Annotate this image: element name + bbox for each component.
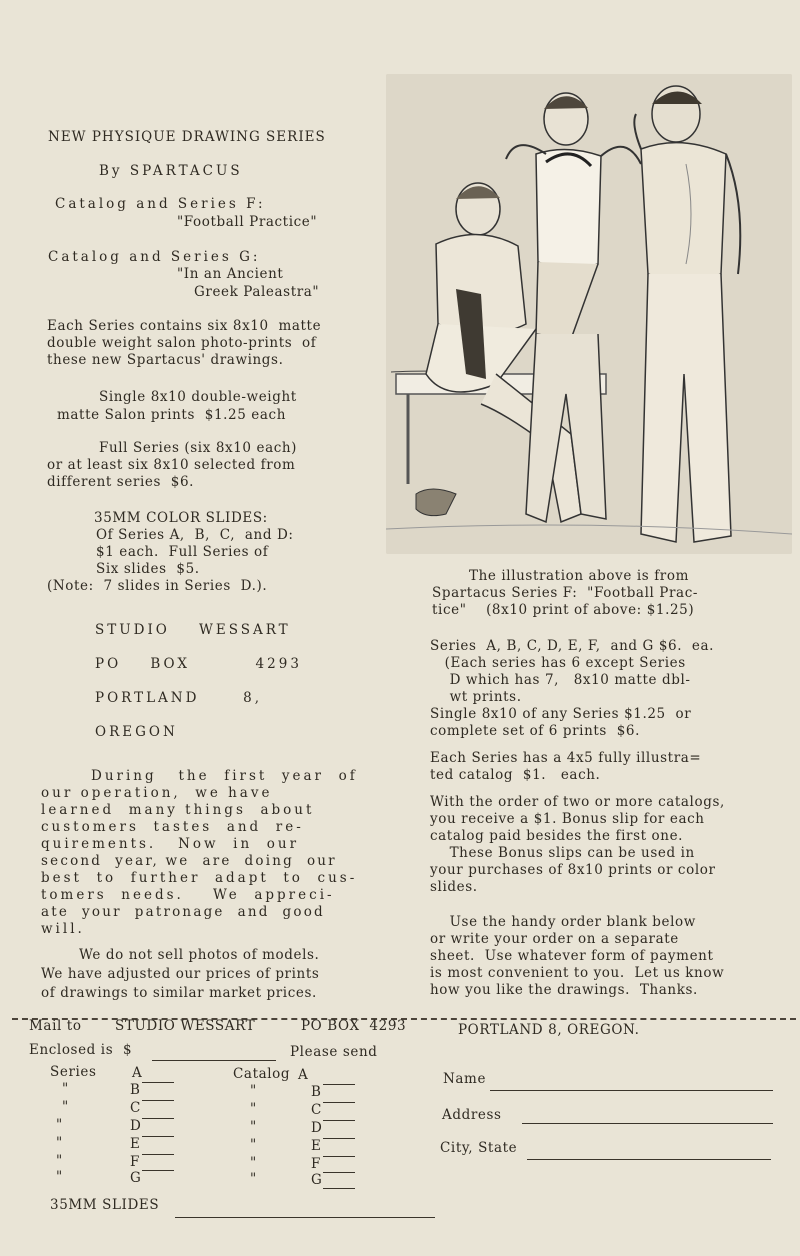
order-note-line: or write your order on a separate — [430, 931, 679, 947]
series-e-field[interactable] — [142, 1136, 174, 1137]
single-print-line: Single 8x10 double-weight — [99, 389, 297, 405]
first-year-line: second year, we are doing our — [41, 853, 337, 869]
enclosed-label: Enclosed is $ — [29, 1042, 133, 1058]
order-studio: STUDIO WESSART — [115, 1018, 256, 1034]
order-box: PO BOX 4293 — [301, 1018, 407, 1034]
ditto-mark: " — [56, 1169, 63, 1185]
series-d-field[interactable] — [142, 1118, 174, 1119]
ditto-mark: " — [56, 1153, 63, 1169]
order-city: PORTLAND 8, OREGON. — [458, 1022, 640, 1038]
series-f-field[interactable] — [142, 1154, 174, 1155]
ditto-mark: " — [250, 1119, 257, 1135]
ditto-mark: " — [56, 1135, 63, 1151]
catalog-f-line1: Catalog and Series F: — [55, 196, 266, 212]
series-info-line: wt prints. — [430, 689, 522, 705]
bonus-line: catalog paid besides the first one. — [430, 828, 684, 844]
full-series-line: or at least six 8x10 selected from — [47, 457, 296, 473]
catalog-extra-field[interactable] — [323, 1188, 355, 1189]
bonus-line: With the order of two or more catalogs, — [430, 794, 725, 810]
catalog-f-line2: "Football Practice" — [177, 214, 318, 230]
full-series-line: Full Series (six 8x10 each) — [99, 440, 298, 456]
please-send-label: Please send — [290, 1044, 378, 1060]
ditto-mark: " — [250, 1155, 257, 1171]
order-note-line: is most convenient to you. Let us know — [430, 965, 725, 981]
slides-line: 35MM COLOR SLIDES: — [94, 510, 268, 526]
catalog-b-field[interactable] — [323, 1084, 355, 1085]
address-box: PO BOX 4293 — [95, 656, 302, 672]
address-studio: STUDIO WESSART — [95, 622, 291, 638]
catalog-letter-g: G — [311, 1172, 323, 1188]
first-year-line: will. — [41, 921, 85, 937]
description-line: Each Series contains six 8x10 matte — [47, 318, 322, 334]
slides-line: Of Series A, B, C, and D: — [96, 527, 294, 543]
series-info-line: complete set of 6 prints $6. — [430, 723, 640, 739]
catalog-info-line: Each Series has a 4x5 fully illustra= — [430, 750, 702, 766]
first-year-line: ate your patronage and good — [41, 904, 325, 920]
full-series-line: different series $6. — [47, 474, 195, 490]
catalog-info-line: ted catalog $1. each. — [430, 767, 601, 783]
enclosed-amount-field[interactable] — [152, 1060, 276, 1061]
first-year-line: tomers needs. We appreci- — [41, 887, 335, 903]
byline: By SPARTACUS — [99, 163, 243, 179]
series-letter-e: E — [130, 1136, 141, 1152]
catalog-label: Catalog — [233, 1066, 291, 1082]
bonus-line: your purchases of 8x10 prints or color — [430, 862, 716, 878]
series-letter-a: A — [132, 1065, 143, 1081]
first-year-line: learned many things about — [41, 802, 315, 818]
football-practice-illustration — [386, 74, 792, 554]
slides-line: (Note: 7 slides in Series D.). — [47, 578, 268, 594]
series-letter-d: D — [130, 1118, 142, 1134]
caption-line: Spartacus Series F: "Football Prac- — [432, 585, 699, 601]
bonus-line: you receive a $1. Bonus slip for each — [430, 811, 705, 827]
name-label: Name — [443, 1071, 487, 1087]
series-g-field[interactable] — [142, 1170, 174, 1171]
address-label: Address — [442, 1107, 502, 1123]
address-state: OREGON — [95, 724, 178, 740]
catalog-letter-b: B — [311, 1084, 322, 1100]
series-info-line: (Each series has 6 except Series — [430, 655, 686, 671]
slides-line: $1 each. Full Series of — [96, 544, 269, 560]
first-year-line: During the first year of — [91, 768, 358, 784]
ditto-mark: " — [250, 1101, 257, 1117]
catalog-letter-f: F — [311, 1156, 321, 1172]
address-field[interactable] — [522, 1123, 773, 1124]
catalog-f-field[interactable] — [323, 1156, 355, 1157]
slides-order-field[interactable] — [175, 1217, 435, 1218]
slides-line: Six slides $5. — [96, 561, 200, 577]
series-info-line: Series A, B, C, D, E, F, and G $6. ea. — [430, 638, 715, 654]
catalog-letter-d: D — [311, 1120, 323, 1136]
ditto-mark: " — [56, 1117, 63, 1133]
bonus-line: slides. — [430, 879, 478, 895]
mail-to-label: Mail to — [29, 1018, 82, 1034]
illustration-drawing — [386, 74, 792, 554]
catalog-g-line1: Catalog and Series G: — [48, 249, 261, 265]
catalog-g-line2: "In an Ancient — [177, 266, 284, 282]
description-line: these new Spartacus' drawings. — [47, 352, 284, 368]
catalog-d-field[interactable] — [323, 1120, 355, 1121]
order-note-line: sheet. Use whatever form of payment — [430, 948, 714, 964]
catalog-c-field[interactable] — [323, 1102, 355, 1103]
series-b-field[interactable] — [142, 1082, 174, 1083]
series-letter-f: F — [130, 1154, 140, 1170]
caption-line: The illustration above is from — [469, 568, 689, 584]
first-year-line: best to further adapt to cus- — [41, 870, 358, 886]
first-year-line: quirements. Now in our — [41, 836, 300, 852]
single-print-line: matte Salon prints $1.25 each — [57, 407, 286, 423]
order-note-line: Use the handy order blank below — [430, 914, 696, 930]
city-state-label: City, State — [440, 1140, 518, 1156]
catalog-e-field[interactable] — [323, 1138, 355, 1139]
order-note-line: how you like the drawings. Thanks. — [430, 982, 698, 998]
catalog-g-line3: Greek Paleastra" — [194, 284, 320, 300]
no-photos-line: We have adjusted our prices of prints — [41, 966, 320, 982]
description-line: double weight salon photo-prints of — [47, 335, 317, 351]
ditto-mark: " — [250, 1171, 257, 1187]
catalog-g-field[interactable] — [323, 1172, 355, 1173]
ditto-mark: " — [250, 1137, 257, 1153]
series-letter-c: C — [130, 1100, 141, 1116]
name-field[interactable] — [490, 1090, 773, 1091]
ditto-mark: " — [250, 1083, 257, 1099]
catalog-letter-a: A — [298, 1067, 309, 1083]
first-year-line: customers tastes and re- — [41, 819, 304, 835]
ditto-mark: " — [62, 1081, 69, 1097]
page-title: NEW PHYSIQUE DRAWING SERIES — [48, 129, 326, 145]
catalog-letter-c: C — [311, 1102, 322, 1118]
no-photos-line: We do not sell photos of models. — [79, 947, 320, 963]
address-city: PORTLAND 8, — [95, 690, 263, 706]
series-info-line: D which has 7, 8x10 matte dbl- — [430, 672, 691, 688]
series-info-line: Single 8x10 of any Series $1.25 or — [430, 706, 692, 722]
first-year-line: our operation, we have — [41, 785, 273, 801]
bonus-line: These Bonus slips can be used in — [430, 845, 695, 861]
no-photos-line: of drawings to similar market prices. — [41, 985, 317, 1001]
series-label: Series — [50, 1064, 97, 1080]
series-letter-g: G — [130, 1170, 142, 1186]
series-letter-b: B — [130, 1082, 141, 1098]
series-c-field[interactable] — [142, 1100, 174, 1101]
catalog-letter-e: E — [311, 1138, 322, 1154]
caption-line: tice" (8x10 print of above: $1.25) — [432, 602, 695, 618]
slides-order-label: 35MM SLIDES — [50, 1197, 160, 1213]
ditto-mark: " — [62, 1099, 69, 1115]
city-state-field[interactable] — [527, 1159, 771, 1160]
